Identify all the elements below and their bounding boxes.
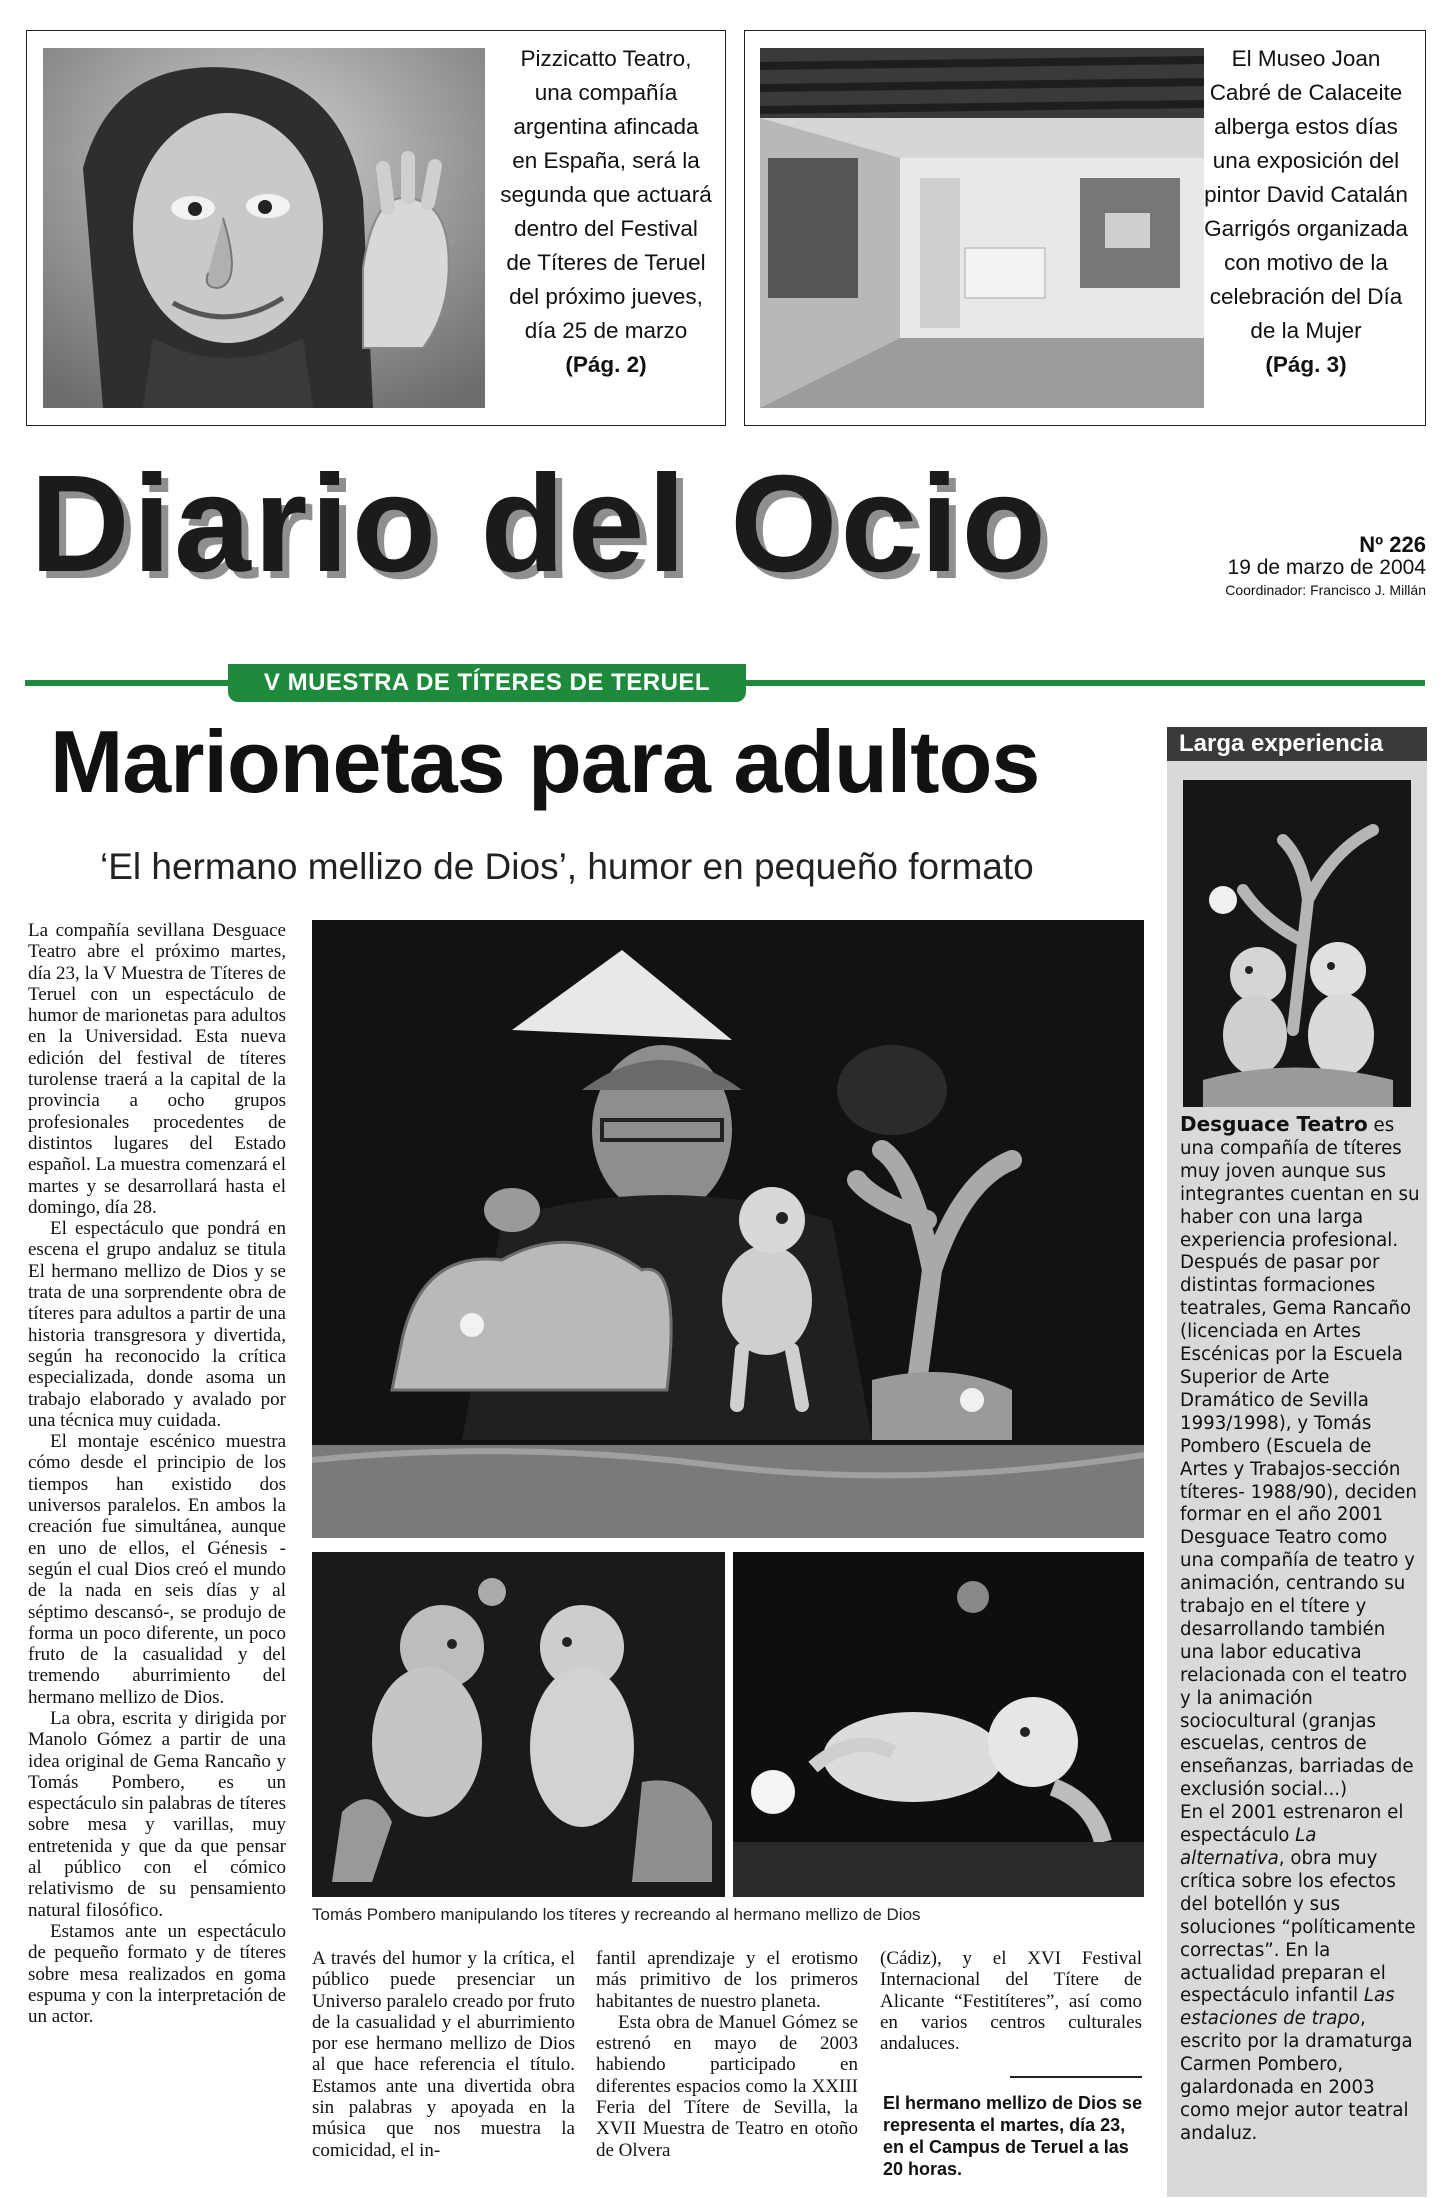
article-column-1 [28,920,286,2027]
article-subhead: ‘El hermano mellizo de Dios’, humor en pequeño formato [100,846,1034,887]
paragraph-col4: (Cádiz), y el XVI Festival Internacional del Títere de Alicante “Festitíteres”, así como en varios centros culturales andaluces. [880,1948,1142,2055]
teaser-left-text: Pizzicatto Teatro, una compañía argentina afincada en España, será la segunda que actuará dentro del Festival de Títeres de Teruel del próximo jueves, día 25 de marzo [500,46,712,343]
paragraph-4: La obra, escrita y dirigida por Manolo Gómez a partir de una idea original de Gema Rancaño y Tomás Pombero, es un espectáculo sin palabras de títeres sobre mesa y varillas, muy entretenida y que da que pensar al público con el cómico relativismo de su pensamiento natural filosófico. [28,1707,286,1921]
coordinator: Coordinador: Francisco J. Millán [1225,582,1426,598]
paragraph-5: Estamos ante un espectáculo de pequeño formato y de títeres sobre mesa realizados en goma espuma y con la interpretación de un actor. [28,1920,286,2028]
photo-caption: Tomás Pombero manipulando los títeres y recreando al hermano mellizo de Dios [312,1905,921,1924]
puppet-witch-photo [43,48,485,408]
issue-number: Nº 226 [1359,532,1426,557]
pull-quote-rule [1010,2076,1142,2078]
sidebar-text-c-post: , escrito por la dramaturga Carmen Pombero, galardonada en 2003 como mejor autor teatral andaluz. [1180,2008,1413,2144]
pull-quote: El hermano mellizo de Dios se representa el martes, día 23, en el Campus de Teruel a las 20 horas. [883,2093,1143,2179]
paragraph-1: La compañía sevillana Desguace Teatro abre el próximo martes, día 23, la V Muestra de Títeres de Teruel con un espectáculo de humor de marionetas para adultos en la Universidad. Esta nueva edición del festival de títeres turolense traerá a la capital de la provincia a ocho grupos profesionales procedentes de distintos lugares del Estado español. La muestra comenzará el martes y se desarrollará hasta el domingo, día 28. [28,920,286,1218]
paragraph-col2: A través del humor y la crítica, el público puede presenciar un Universo paralelo creado por fruto de la casualidad y el aburrimiento por ese hermano mellizo de Dios al que hace referencia el título. Estamos ante una divertida obra sin palabras y apoyada en la música que nos muestra la comicidad, el in- [312,1948,575,2161]
article-headline: Marionetas para adultos [50,712,1040,811]
puppets-lying-photo [733,1552,1144,1897]
paragraph-3: El montaje escénico muestra cómo desde el principio de los tiempos han existido dos universos paralelos. En ambos la creación fue simultánea, aunque en uno de ellos, el Génesis -según el cual Dios creó el mundo de la nada en seis días y al séptimo descansó-, se produjo de forma un poco diferente, un poco fruto de la casualidad y del tremendo aburrimiento del hermano mellizo de Dios. [28,1431,286,1708]
sidebar-puppets-photo [1183,780,1411,1107]
teaser-right-text: El Museo Joan Cabré de Calaceite alberga estos días una exposición del pintor David Catalán Garrigós organizada con motivo de la celebración del Día de la Mujer [1204,46,1408,343]
sidebar-text-a: es una compañía de títeres muy joven aunque sus integrantes cuentan en su haber con una larga experiencia profesional. Después de pasar por distintas formaciones teatrales, Gema Rancaño (licenciada en Artes Escénicas por la Escuela Superior de Arte Dramático de Sevilla 1993/1998), y Tomás Pombero (Escuela de Artes y Trabajos-sección títeres- 1988/90), deciden formar en el año 2001 Desguace Teatro como una compañía de teatro y animación, centrando su trabajo en el títere y desarrollando también una labor educativa relacionada con el teatro y la animación sociocultural (granjas escuelas, centros de enseñanzas, barriadas de exclusión social...) [1180,1115,1420,1801]
sidebar-text-c-em: Las estaciones de trapo [1180,1985,1395,2030]
teaser-right-caption [1200,42,1412,382]
sidebar-text-b-pre: En el 2001 estrenaron el espectáculo [1180,1802,1404,1847]
teaser-left-page-ref: (Pág. 2) [565,352,647,377]
sidebar-text-b-post: , obra muy crítica sobre los efectos del botellón y sus soluciones “políticamente correctas”. En la actualidad preparan el espectáculo infantil [1180,1848,1416,2007]
sidebar-title: Larga experiencia [1167,727,1427,761]
paragraph-col3-b: Esta obra de Manuel Gómez se estrenó en mayo de 2003 habiendo participado en diferentes espacios como la XXIII Feria del Títere de Sevilla, la XVII Muestra de Teatro en otoño de Olvera [596,2011,858,2161]
teaser-left-caption [500,42,712,382]
section-label: V MUESTRA DE TÍTERES DE TERUEL [228,664,746,702]
sidebar-text [1180,1113,1420,2146]
paragraph-col3-a: fantil aprendizaje y el erotismo más primitivo de los primeros habitantes de nuestro planeta. [596,1948,858,2012]
puppets-couple-photo [312,1552,725,1897]
newspaper-title: Diario del Ocio [30,447,1049,601]
article-column-4 [880,1948,1142,2054]
paragraph-2: El espectáculo que pondrá en escena el grupo andaluz se titula El hermano mellizo de Dios y se trata de una sorprendente obra de títeres para adultos a partir de una historia transgresora y divertida, según ha reconocido la crítica especializada, donde asoma un trabajo elaborado y avalado por una técnica muy cuidada. [28,1218,286,1431]
article-column-2 [312,1948,575,2161]
sidebar-lead: Desguace Teatro [1180,1112,1368,1136]
teaser-right-page-ref: (Pág. 3) [1265,352,1347,377]
sidebar-text-b-em: La alternativa [1180,1825,1317,1869]
museum-gallery-photo [760,48,1204,408]
issue-date: 19 de marzo de 2004 [1227,556,1426,579]
article-column-3 [596,1948,858,2161]
main-puppet-photo [312,920,1144,1538]
